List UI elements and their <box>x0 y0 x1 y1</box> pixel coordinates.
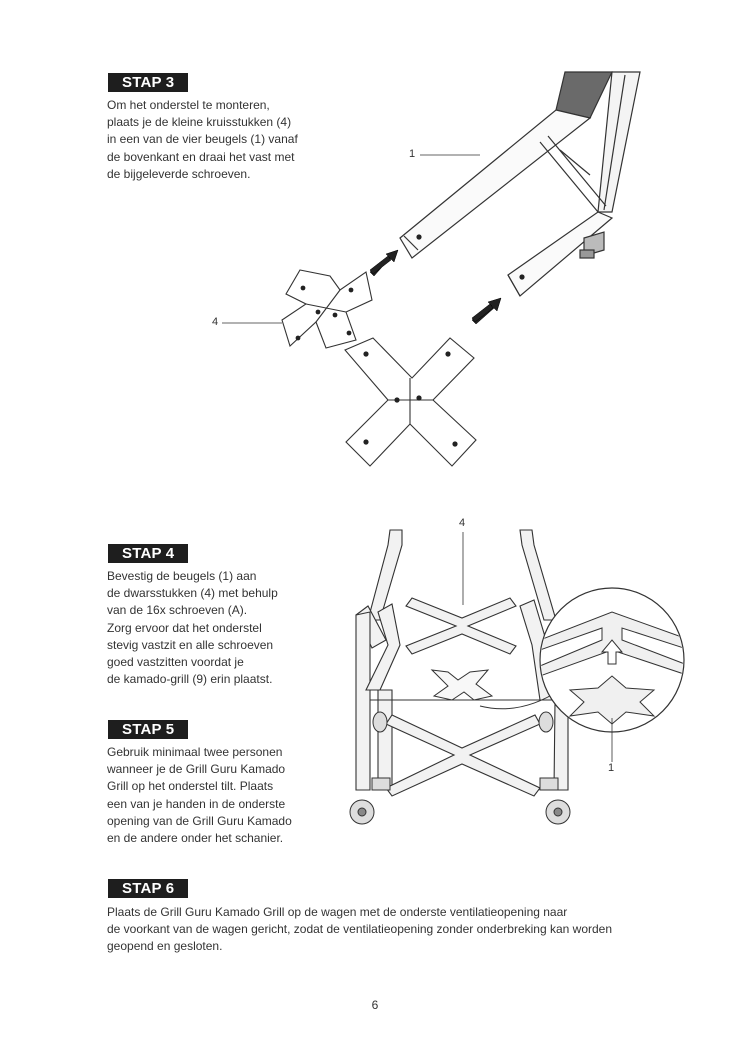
text-line: Gebruik minimaal twee personen <box>107 745 283 759</box>
text-line: plaats je de kleine kruisstukken (4) <box>107 115 292 130</box>
text-line: een van je handen in de onderste <box>107 796 286 811</box>
text-line: in een van de vier beugels (1) vanaf <box>107 132 298 147</box>
text-line: de voorkant van de wagen gericht, zodat de ventilatieopening zonder onderbreking kan worden <box>107 922 613 937</box>
text-line: stevig vastzit en alle schroeven <box>107 637 274 652</box>
text-line: opening van de Grill Guru Kamado <box>107 813 292 828</box>
text-line: de bijgeleverde schroeven. <box>107 166 251 181</box>
text-line: goed vastzitten voordat je <box>107 655 244 670</box>
text-line: wanneer je de Grill Guru Kamado <box>107 762 286 777</box>
text-line: geopend en gesloten. <box>107 939 223 954</box>
text-line: Zorg ervoor dat het onderstel <box>107 620 262 635</box>
step-6-badge: STAP 6 <box>108 879 188 898</box>
step-4-badge: STAP 4 <box>108 544 188 563</box>
text-line: Bevestig de beugels (1) aan <box>107 569 257 583</box>
magnifier-detail <box>540 588 690 732</box>
callout-bracket-1: 1 <box>608 762 615 774</box>
text-line: de kamado-grill (9) erin plaatst. <box>107 672 273 687</box>
text-line: en de andere onder het schanier. <box>107 831 284 846</box>
text-line: de bovenkant en draai het vast met <box>107 149 295 164</box>
stand-frame <box>356 530 568 796</box>
step-5-badge: STAP 5 <box>108 720 188 739</box>
step-3-badge: STAP 3 <box>108 73 188 92</box>
page-number: 6 <box>371 998 379 1012</box>
stand-inner-cross <box>432 670 492 700</box>
text-line: Grill op het onderstel tilt. Plaats <box>107 779 274 794</box>
text-line: van de 16x schroeven (A). <box>107 603 248 618</box>
callout-cross-4: 4 <box>212 316 219 328</box>
text-line: Om het onderstel te monteren, <box>107 98 270 112</box>
step-6-text <box>107 904 612 956</box>
text-line: de dwarsstukken (4) met behulp <box>107 586 278 601</box>
callout-bracket-1: 1 <box>409 148 416 160</box>
callout-cross-4: 4 <box>459 517 466 529</box>
text-line: Plaats de Grill Guru Kamado Grill op de wagen met de onderste ventilatieopening naar <box>107 905 568 919</box>
